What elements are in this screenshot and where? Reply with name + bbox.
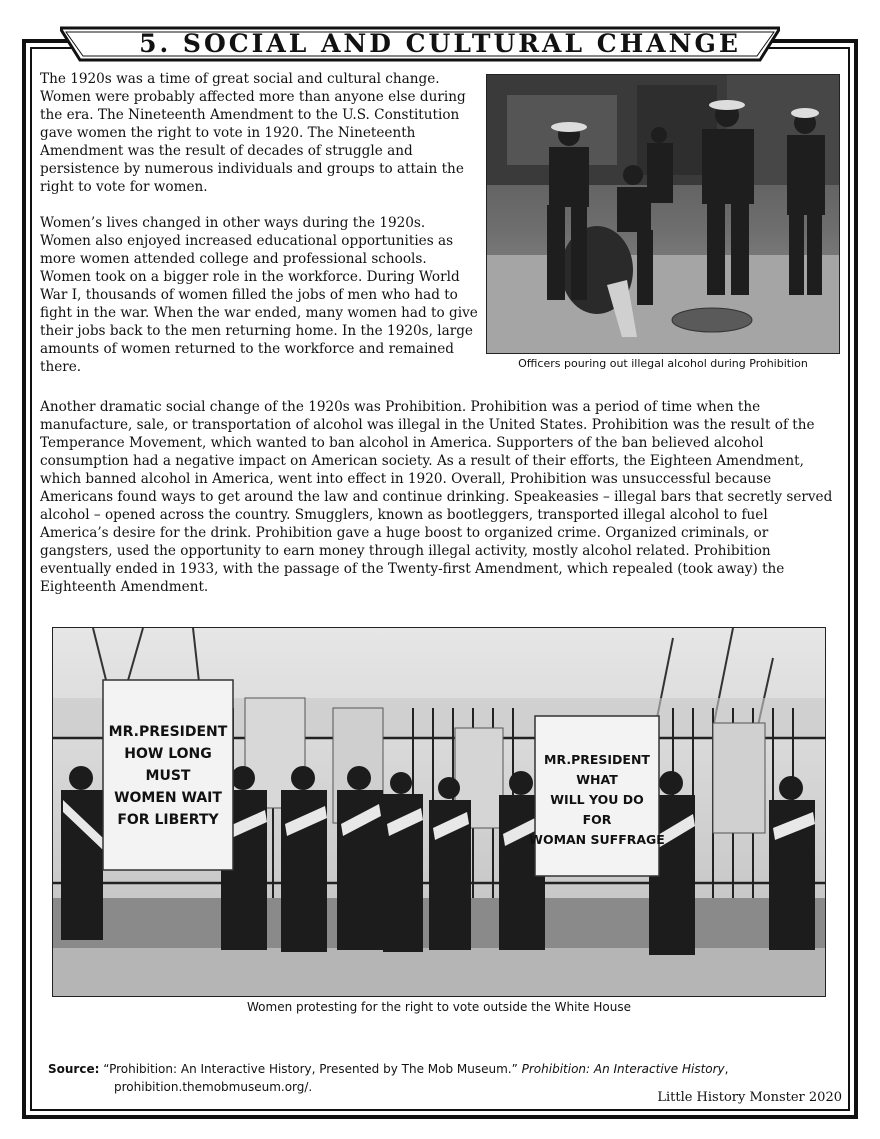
source-url: prohibition.themobmuseum.org/. — [114, 1080, 313, 1094]
paragraph-prohibition: Another dramatic social change of the 1920s was Prohibition. Prohibition was a period of time when the manufacture, sale, or transportation of alcohol was illegal in the United States. Prohibition was the result of the Temperance Movement, which wanted to ban alcohol in America. Supporters of the ban believed alcohol consumption had a negative impact on American society. As a result of their efforts, the Eighteen Amendment, which banned alcohol in America, went into effect in 1920. Overall, Prohibition was unsuccessful because Americans found ways to get around the law and continue drinking. Speakeasies – illegal bars that secretly served alcohol – opened across the country. Smugglers, known as bootleggers, transported illegal alcohol to fuel America’s desire for the drink. Prohibition gave a huge boost to organized crime. Organized criminals, or gangsters, used the opportunity to earn money through illegal activity, mostly alcohol related. Prohibition eventually ended in 1933, with the passage of the Twenty-first Amendment, which repealed (took away) the Eighteenth Amendment. — [40, 399, 833, 595]
banner-right-line5: WOMAN SUFFRAGE — [529, 832, 665, 847]
prohibition-photo-illustration — [487, 75, 840, 354]
banner-left-line5: FOR LIBERTY — [117, 812, 219, 828]
paragraph-womens-suffrage: The 1920s was a time of great social and cultural change. Women were probably affected more than anyone else during the era. The Nineteenth Amendment to the U.S. Constitution gave women the right to vote in 1920. The Nineteenth Amendment was the result of decades of struggle and persistence by numerous individuals and groups to attain the right to vote for women. — [40, 71, 466, 195]
footer-credit: Little History Monster 2020 — [657, 1090, 842, 1105]
source-quote: “Prohibition: An Interactive History, Presented by The Mob Museum.” — [103, 1062, 518, 1076]
suffrage-photo — [52, 627, 826, 997]
banner-left-line2: HOW LONG — [124, 746, 212, 762]
banner-right-line1: MR.PRESIDENT — [544, 752, 650, 767]
source-label: Source: — [48, 1062, 100, 1076]
banner-right-line3: WILL YOU DO — [550, 792, 644, 807]
suffrage-photo-caption: Women protesting for the right to vote outside the White House — [247, 1000, 631, 1014]
source-title: Prohibition: An Interactive History — [521, 1062, 725, 1076]
prohibition-photo-caption: Officers pouring out illegal alcohol during Prohibition — [518, 357, 808, 370]
page-title: 5. SOCIAL AND CULTURAL CHANGE — [139, 29, 741, 58]
suffrage-photo-illustration — [53, 628, 826, 997]
banner-right-line4: FOR — [582, 812, 612, 827]
banner-right-line2: WHAT — [576, 772, 618, 787]
paragraph-womens-lives: Women’s lives changed in other ways during the 1920s. Women also enjoyed increased educational opportunities as more women attended college and professional schools. Women took on a bigger role in the workforce. During World War I, thousands of women filled the jobs of men who had to fight in the war. When the war ended, many women had to give their jobs back to the men returning home. In the 1920s, large amounts of women returned to the workforce and remained there. — [40, 215, 478, 375]
banner-left-line3: MUST — [145, 768, 191, 784]
source-comma: , — [724, 1062, 729, 1076]
banner-left-line4: WOMEN WAIT — [114, 790, 222, 806]
banner-left-line1: MR.PRESIDENT — [108, 724, 228, 740]
source-citation — [48, 1060, 748, 1096]
prohibition-photo — [486, 74, 840, 354]
